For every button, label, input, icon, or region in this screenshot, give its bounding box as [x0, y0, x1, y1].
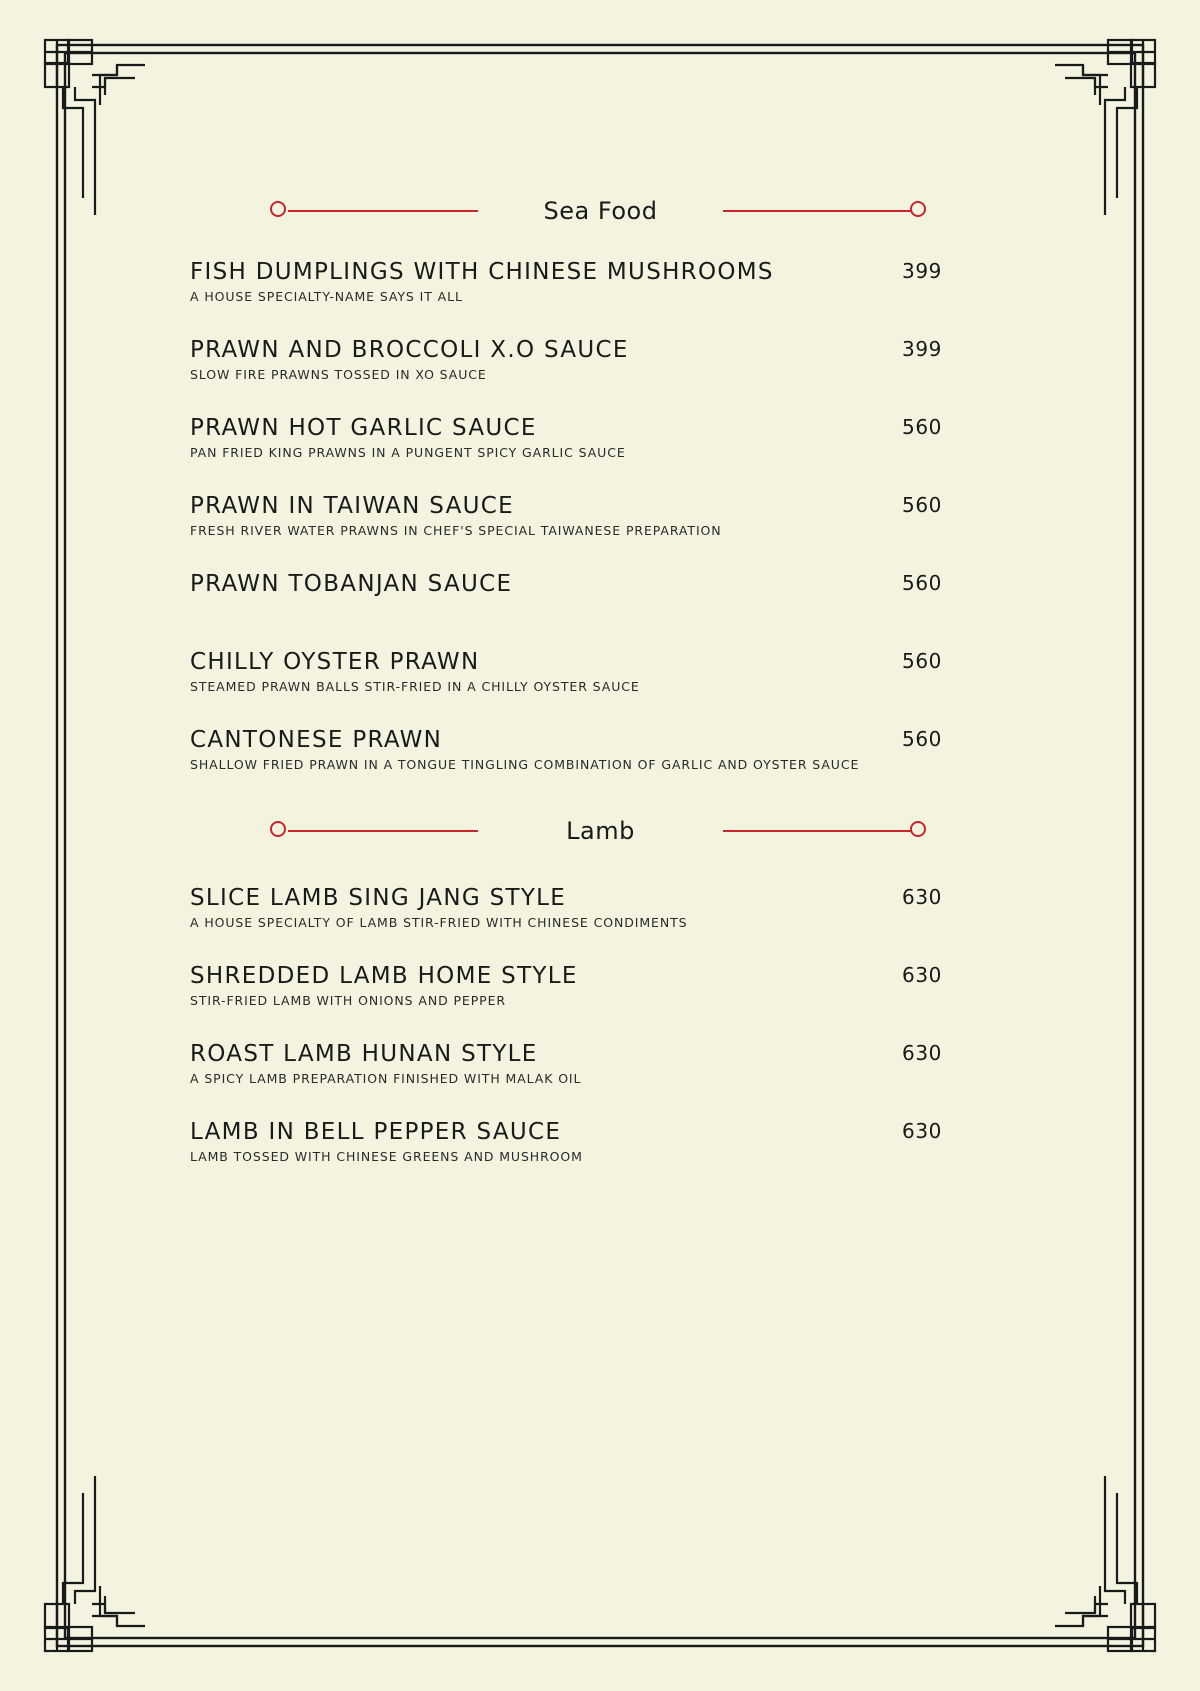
item-name: FISH DUMPLINGS WITH CHINESE MUSHROOMS — [190, 259, 774, 285]
item-price: 560 — [902, 571, 942, 595]
item-description: A HOUSE SPECIALTY OF LAMB STIR-FRIED WITH CHINESE CONDIMENTS — [190, 915, 688, 930]
item-name: ROAST LAMB HUNAN STYLE — [190, 1041, 538, 1067]
item-name: PRAWN HOT GARLIC SAUCE — [190, 415, 537, 441]
item-description: FRESH RIVER WATER PRAWNS IN CHEF'S SPECIAL TAIWANESE PREPARATION — [190, 523, 722, 538]
red-ring-icon — [270, 201, 286, 217]
menu-item — [190, 492, 990, 552]
section-title: Sea Food — [543, 197, 658, 225]
item-name: PRAWN TOBANJAN SAUCE — [190, 571, 513, 597]
red-divider-right — [723, 210, 912, 212]
item-name: SLICE LAMB SING JANG STYLE — [190, 885, 567, 911]
menu-item — [190, 258, 990, 318]
item-name: PRAWN IN TAIWAN SAUCE — [190, 493, 514, 519]
menu-item — [190, 336, 990, 396]
item-price: 630 — [902, 885, 942, 909]
section-header-lamb — [270, 816, 930, 846]
corner-ornament-bottom-right — [1055, 1476, 1155, 1651]
item-description: A SPICY LAMB PREPARATION FINISHED WITH MALAK OIL — [190, 1071, 582, 1086]
menu-item — [190, 884, 990, 944]
item-description: STEAMED PRAWN BALLS STIR-FRIED IN A CHILLY OYSTER SAUCE — [190, 679, 640, 694]
section-title: Lamb — [566, 817, 635, 845]
item-description: STIR-FRIED LAMB WITH ONIONS AND PEPPER — [190, 993, 506, 1008]
item-price: 630 — [902, 1119, 942, 1143]
menu-item — [190, 1040, 990, 1100]
red-ring-icon — [910, 201, 926, 217]
red-ring-icon — [270, 821, 286, 837]
menu-item — [190, 648, 990, 708]
item-name: CANTONESE PRAWN — [190, 727, 443, 753]
corner-ornament-top-left — [45, 40, 145, 215]
menu-item — [190, 570, 990, 630]
item-name: CHILLY OYSTER PRAWN — [190, 649, 480, 675]
item-name: PRAWN AND BROCCOLI X.O SAUCE — [190, 337, 629, 363]
item-price: 399 — [902, 259, 942, 283]
menu-item — [190, 1118, 990, 1178]
red-divider-right — [723, 830, 912, 832]
item-price: 560 — [902, 415, 942, 439]
menu-item — [190, 726, 990, 786]
corner-ornament-top-right — [1055, 40, 1155, 215]
item-description: SHALLOW FRIED PRAWN IN A TONGUE TINGLING COMBINATION OF GARLIC AND OYSTER SAUCE — [190, 757, 860, 772]
menu-item — [190, 414, 990, 474]
item-description: SLOW FIRE PRAWNS TOSSED IN XO SAUCE — [190, 367, 487, 382]
red-ring-icon — [910, 821, 926, 837]
item-price: 560 — [902, 493, 942, 517]
item-price: 560 — [902, 727, 942, 751]
item-name: LAMB IN BELL PEPPER SAUCE — [190, 1119, 562, 1145]
red-divider-left — [288, 210, 478, 212]
item-price: 630 — [902, 1041, 942, 1065]
item-description: PAN FRIED KING PRAWNS IN A PUNGENT SPICY GARLIC SAUCE — [190, 445, 626, 460]
item-price: 399 — [902, 337, 942, 361]
section-header-sea-food — [270, 196, 930, 226]
item-price: 560 — [902, 649, 942, 673]
item-description: LAMB TOSSED WITH CHINESE GREENS AND MUSHROOM — [190, 1149, 583, 1164]
item-description: A HOUSE SPECIALTY-NAME SAYS IT ALL — [190, 289, 463, 304]
item-name: SHREDDED LAMB HOME STYLE — [190, 963, 578, 989]
corner-ornament-bottom-left — [45, 1476, 145, 1651]
red-divider-left — [288, 830, 478, 832]
item-price: 630 — [902, 963, 942, 987]
menu-item — [190, 962, 990, 1022]
